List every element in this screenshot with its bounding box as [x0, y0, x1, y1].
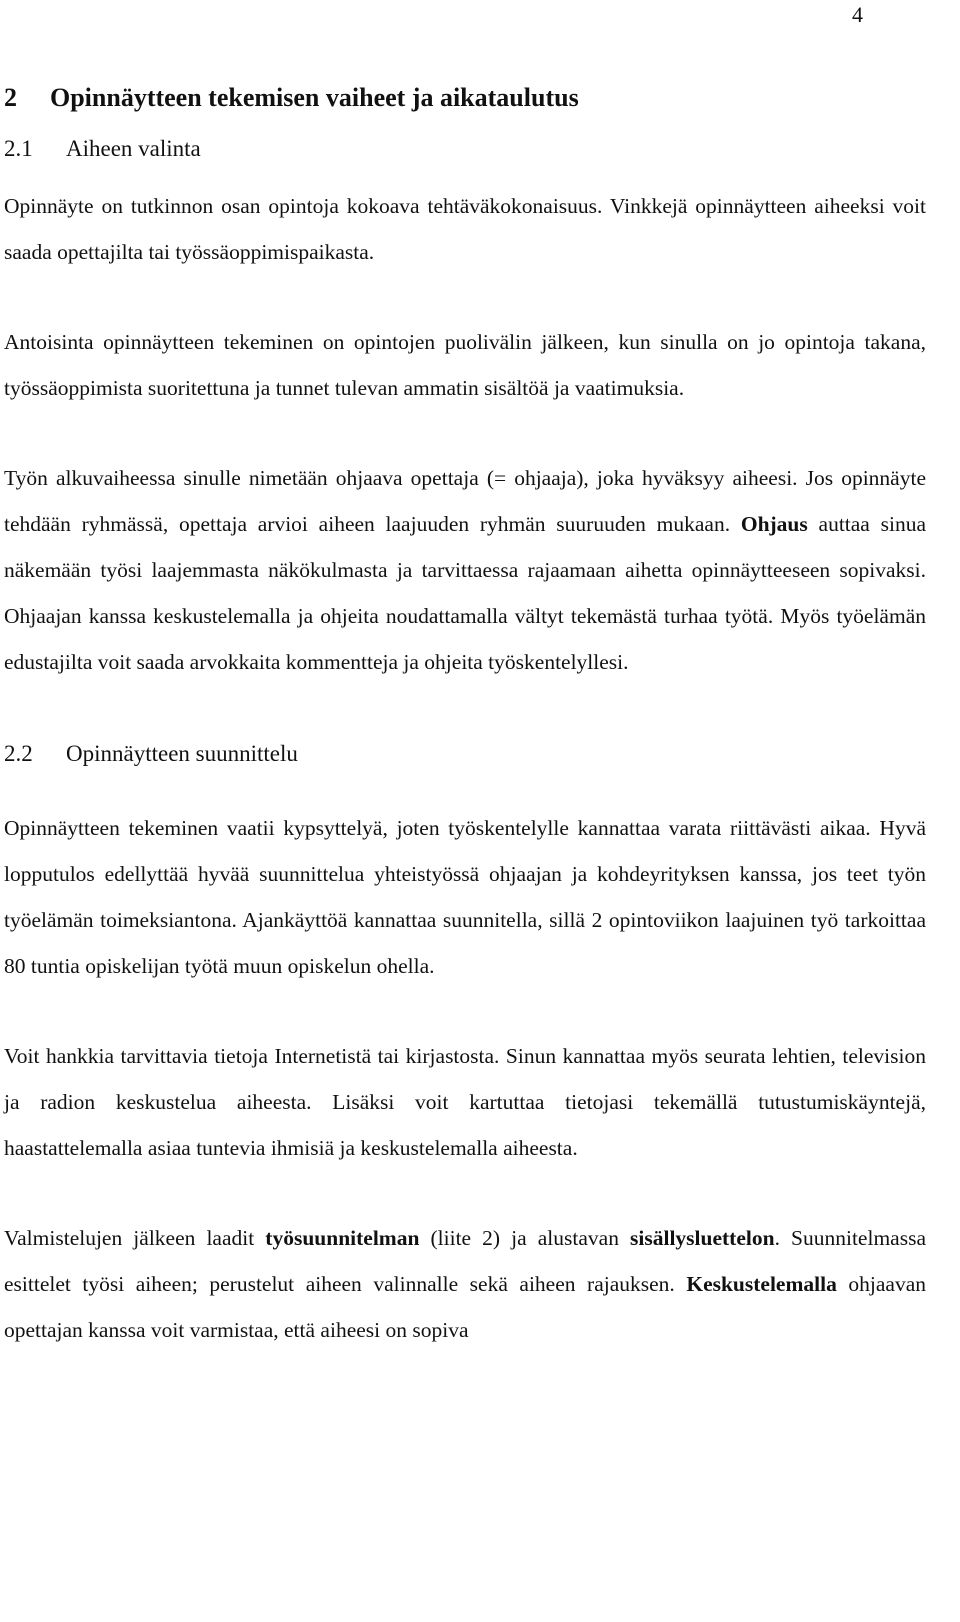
text-run: ohjaavan opettajan kanssa voit varmistaa, että aiheesi on sopiva — [4, 1272, 926, 1342]
document-body — [4, 78, 926, 1353]
bold-term: Ohjaus — [740, 512, 808, 536]
text-run: . Suunnitelmassa esittelet työsi aiheen; perustelut aiheen valinnalle sekä aiheen rajauksen. — [4, 1226, 926, 1296]
text-run: Valmistelujen jälkeen laadit — [4, 1226, 266, 1250]
section-heading-2-2 — [4, 737, 926, 771]
section-heading-2-1 — [4, 132, 926, 166]
chapter-number: 2 — [4, 83, 17, 112]
text-run: auttaa sinua näkemään työsi laajemmasta näkökulmasta ja tarvittaessa rajaamaan aihetta opinnäytteeseen sopivaksi. Ohjaajan kanssa keskustelemalla ja ohjeita noudattamalla vältyt tekemästä turhaa työtä. Myös työelämän edustajilta voit saada arvokkaita kommentteja ja ohjeita työskentelyllesi. — [4, 512, 926, 674]
section-title: Opinnäytteen suunnittelu — [66, 741, 298, 766]
page-number: 4 — [852, 2, 863, 27]
bold-term: sisällysluettelon — [630, 1226, 775, 1250]
paragraph: Opinnäyte on tutkinnon osan opintoja kokoava tehtäväkokonaisuus. Vinkkejä opinnäytteen aiheeksi voit saada opettajilta tai työssäoppimispaikasta. — [4, 194, 926, 264]
text-run: Työn alkuvaiheessa sinulle nimetään ohjaava opettaja (= ohjaaja), joka hyväksyy aiheesi. Jos opinnäyte tehdään ryhmässä, opettaja arvioi aiheen laajuuden ryhmän suuruuden mukaan. — [4, 466, 926, 536]
section-number: 2.2 — [4, 741, 33, 766]
bold-term: Keskustelemalla — [686, 1272, 837, 1296]
paragraph — [4, 1215, 926, 1353]
text-run: (liite 2) ja alustavan — [419, 1226, 631, 1250]
section-number: 2.1 — [4, 136, 33, 161]
chapter-title: Opinnäytteen tekemisen vaiheet ja aikataulutus — [50, 83, 579, 112]
paragraph: Antoisinta opinnäytteen tekeminen on opintojen puolivälin jälkeen, kun sinulla on jo opintoja takana, työssäoppimista suoritettuna ja tunnet tulevan ammatin sisältöä ja vaatimuksia. — [4, 330, 926, 400]
paragraph: Opinnäytteen tekeminen vaatii kypsyttelyä, joten työskentelylle kannattaa varata riittävästi aikaa. Hyvä lopputulos edellyttää hyvää suunnittelua yhteistyössä ohjaajan ja kohdeyrityksen kanssa, jos teet työn työelämän toimeksiantona. Ajankäyttöä kannattaa suunnitella, sillä 2 opintoviikon laajuinen työ tarkoittaa 80 tuntia opiskelijan työtä muun opiskelun ohella. — [4, 816, 926, 978]
bold-term: työsuunnitelman — [265, 1226, 420, 1250]
paragraph — [4, 455, 926, 685]
section-title: Aiheen valinta — [66, 136, 201, 161]
paragraph: Voit hankkia tarvittavia tietoja Internetistä tai kirjastosta. Sinun kannattaa myös seurata lehtien, television ja radion keskustelua aiheesta. Lisäksi voit kartuttaa tietojasi tekemällä tutustumiskäyntejä, haastattelemalla asiaa tuntevia ihmisiä ja keskustelemalla aiheesta. — [4, 1044, 926, 1160]
chapter-heading — [4, 78, 926, 118]
